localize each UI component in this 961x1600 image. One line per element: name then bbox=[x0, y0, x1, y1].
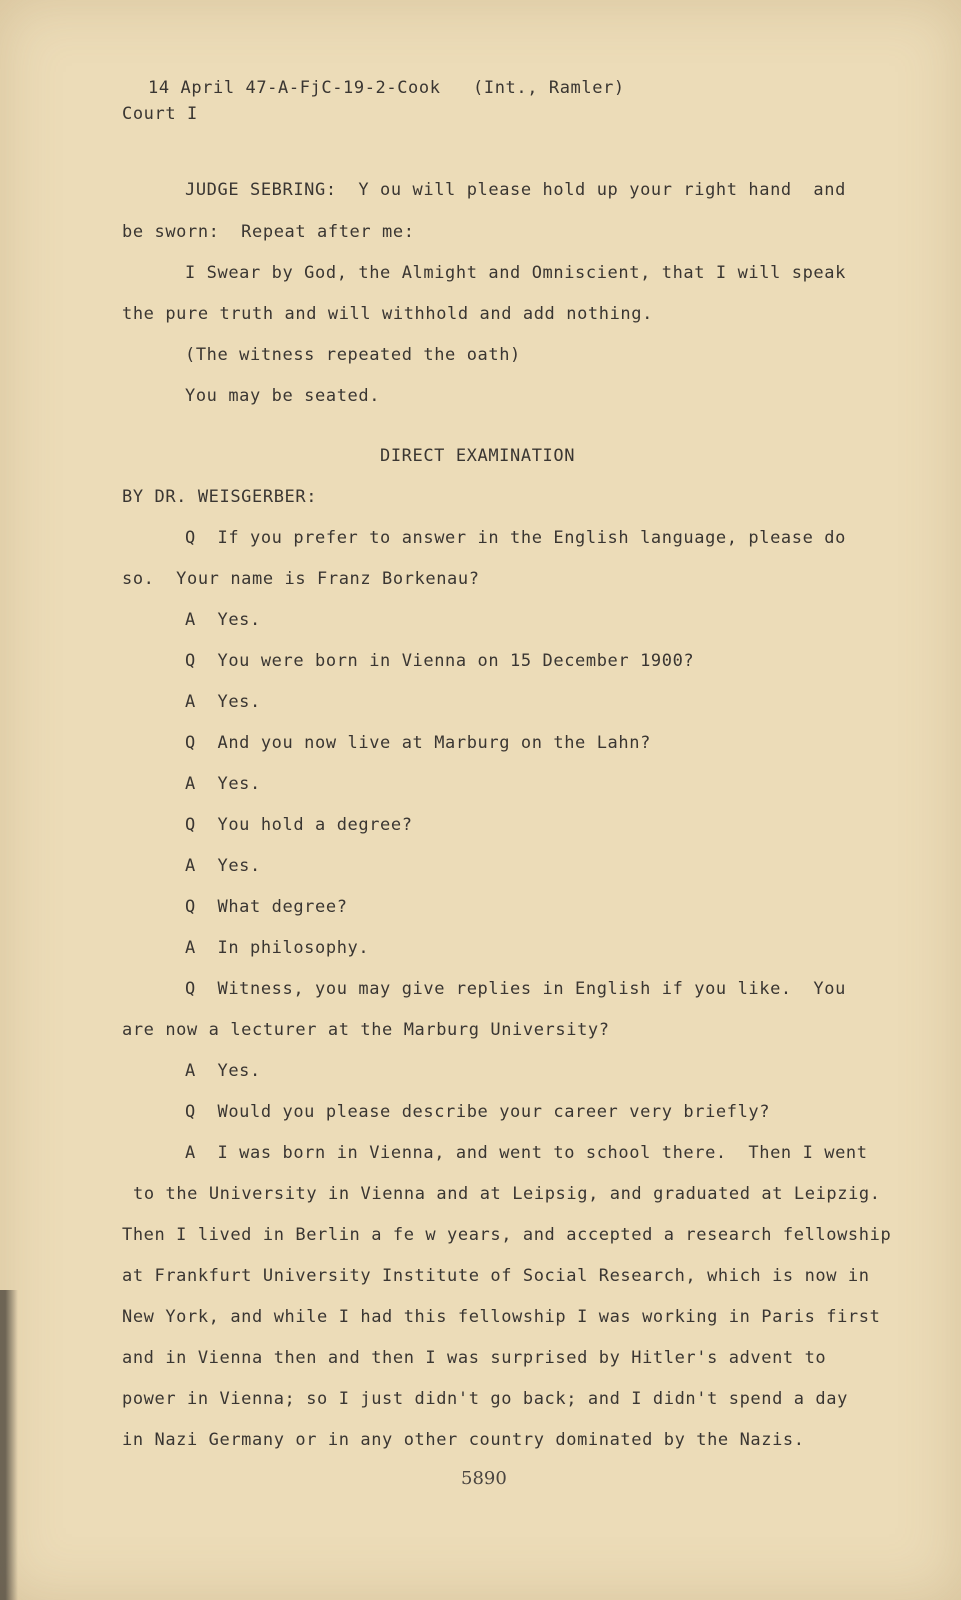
answer-line: A Yes. bbox=[185, 1061, 261, 1081]
header-reference-line: 14 April 47-A-FjC-19-2-Cook (Int., Ramler) bbox=[148, 78, 625, 98]
answer-line: A Yes. bbox=[185, 610, 261, 630]
body-line: (The witness repeated the oath) bbox=[185, 345, 521, 365]
question-line: Q What degree? bbox=[185, 897, 348, 917]
answer-line: to the University in Vienna and at Leipsig, and graduated at Leipzig. bbox=[133, 1184, 881, 1204]
answer-line: A Yes. bbox=[185, 774, 261, 794]
body-line: You may be seated. bbox=[185, 386, 381, 406]
answer-line: New York, and while I had this fellowship I was working in Paris first bbox=[122, 1307, 881, 1327]
body-line: I Swear by God, the Almight and Omniscient, that I will speak bbox=[185, 263, 846, 283]
header-court-line: Court I bbox=[122, 104, 198, 124]
torn-edge-shadow bbox=[0, 1290, 18, 1600]
question-line: Q And you now live at Marburg on the Lahn? bbox=[185, 733, 651, 753]
question-line: Q Would you please describe your career very briefly? bbox=[185, 1102, 771, 1122]
question-line: so. Your name is Franz Borkenau? bbox=[122, 569, 480, 589]
question-line: Q Witness, you may give replies in English if you like. You bbox=[185, 979, 846, 999]
answer-line: A In philosophy. bbox=[185, 938, 370, 958]
answer-line: at Frankfurt University Institute of Social Research, which is now in bbox=[122, 1266, 870, 1286]
answer-line: A I was born in Vienna, and went to school there. Then I went bbox=[185, 1143, 868, 1163]
section-heading: DIRECT EXAMINATION bbox=[380, 446, 576, 466]
question-line: Q If you prefer to answer in the English language, please do bbox=[185, 528, 846, 548]
body-line: the pure truth and will withhold and add nothing. bbox=[122, 304, 653, 324]
answer-line: and in Vienna then and then I was surprised by Hitler's advent to bbox=[122, 1348, 827, 1368]
page-number: 5890 bbox=[461, 1468, 507, 1489]
question-line: Q You were born in Vienna on 15 December 1900? bbox=[185, 651, 695, 671]
answer-line: A Yes. bbox=[185, 692, 261, 712]
answer-line: A Yes. bbox=[185, 856, 261, 876]
answer-line: Then I lived in Berlin a fe w years, and accepted a research fellowship bbox=[122, 1225, 892, 1245]
question-line: Q You hold a degree? bbox=[185, 815, 413, 835]
body-line: JUDGE SEBRING: Y ou will please hold up your right hand and bbox=[185, 180, 846, 200]
body-line: be sworn: Repeat after me: bbox=[122, 222, 415, 242]
examiner-line: BY DR. WEISGERBER: bbox=[122, 487, 318, 507]
answer-line: power in Vienna; so I just didn't go back; and I didn't spend a day bbox=[122, 1389, 848, 1409]
question-line: are now a lecturer at the Marburg University? bbox=[122, 1020, 610, 1040]
answer-line: in Nazi Germany or in any other country dominated by the Nazis. bbox=[122, 1430, 805, 1450]
